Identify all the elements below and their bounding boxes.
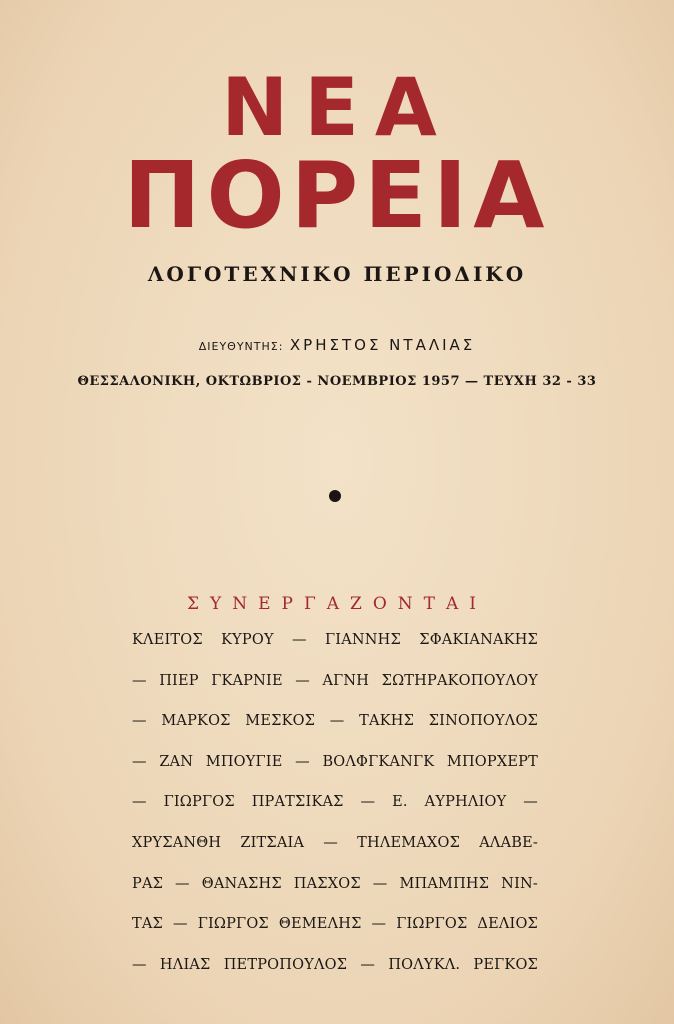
director-credit xyxy=(0,336,674,354)
contributors-line: ΧΡΥΣΑΝΘΗ ΖΙΤΣΑΙΑ — ΤΗΛΕΜΑΧΟΣ ΑΛΑΒΕ- xyxy=(132,834,538,851)
masthead-title-main: ΠΟΡΕΙΑ xyxy=(123,142,551,249)
issue-line: ΘΕΣΣΑΛΟΝΙΚΗ, ΟΚΤΩΒΡΙΟΣ - ΝΟΕΜΒΡΙΟΣ 1957 — ΤΕΥΧΗ 32 - 33 xyxy=(77,374,597,389)
contributors-line: ΤΑΣ — ΓΙΩΡΓΟΣ ΘΕΜΕΛΗΣ — ΓΙΩΡΓΟΣ ΔΕΛΙΟΣ xyxy=(132,916,538,933)
contributors-line: — ΗΛΙΑΣ ΠΕΤΡΟΠΟΥΛΟΣ — ΠΟΛΥΚΛ. ΡΕΓΚΟΣ xyxy=(132,956,538,973)
contributors-line: — ΜΑΡΚΟΣ ΜΕΣΚΟΣ — ΤΑΚΗΣ ΣΙΝΟΠΟΥΛΟΣ xyxy=(132,713,538,730)
director-label: ΔΙΕΥΘΥΝΤΗΣ: xyxy=(198,340,284,353)
contributors-line: — ΖΑΝ ΜΠΟΥΓΙΕ — ΒΟΛΦΓΚΑΝΓΚ ΜΠΟΡΧΕΡΤ xyxy=(132,753,538,770)
subtitle: ΛΟΓΟΤΕΧΝΙΚΟ ΠΕΡΙΟΔΙΚΟ xyxy=(147,262,527,286)
director-name: ΧΡΗΣΤΟΣ ΝΤΑΛΙΑΣ xyxy=(289,336,476,354)
contributors-heading: ΣΥΝΕΡΓΑΖΟΝΤΑΙ xyxy=(187,594,487,614)
contributors-line: — ΓΙΩΡΓΟΣ ΠΡΑΤΣΙΚΑΣ — Ε. ΑΥΡΗΛΙΟΥ — xyxy=(132,794,538,811)
ornament-dot xyxy=(329,490,341,502)
contributors-line: ΡΑΣ — ΘΑΝΑΣΗΣ ΠΑΣΧΟΣ — ΜΠΑΜΠΗΣ ΝΙΝ- xyxy=(132,875,538,892)
masthead-title-top: ΝΕΑ xyxy=(221,61,453,154)
contributors-list xyxy=(132,628,538,993)
contributors-line: ΚΛΕΙΤΟΣ ΚΥΡΟΥ — ΓΙΑΝΝΗΣ ΣΦΑΚΙΑΝΑΚΗΣ xyxy=(132,632,538,648)
contributors-line: — ΠΙΕΡ ΓΚΑΡΝΙΕ — ΑΓΝΗ ΣΩΤΗΡΑΚΟΠΟΥΛΟΥ xyxy=(132,672,538,689)
